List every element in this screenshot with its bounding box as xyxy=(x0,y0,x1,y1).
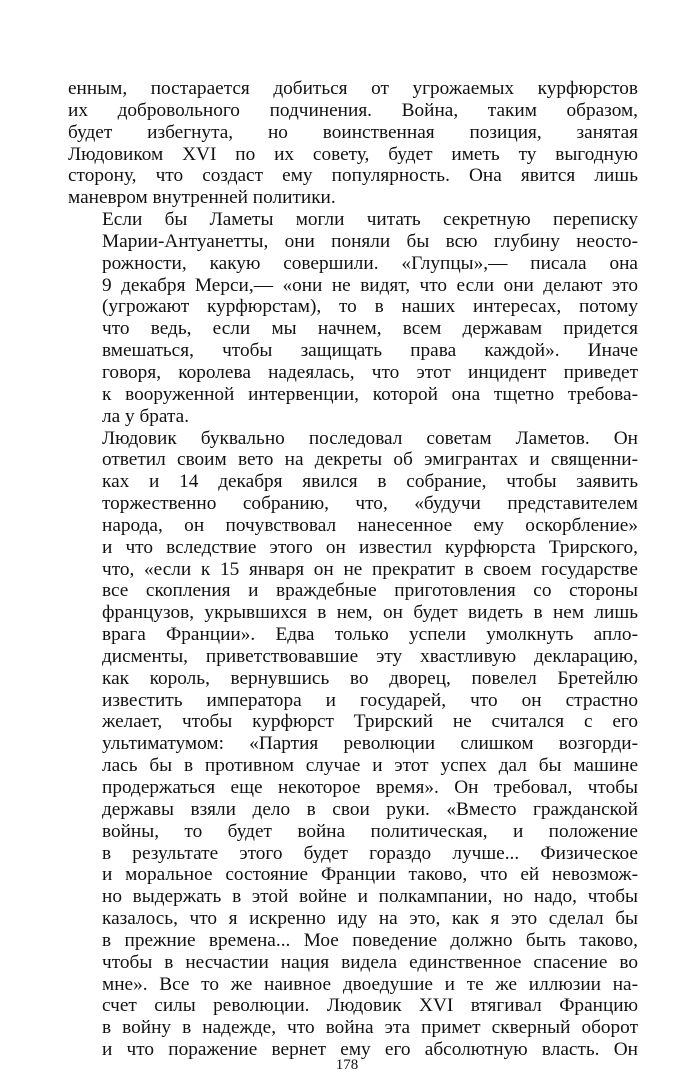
text-line: (угрожают курфюрстам), то в наших интересах, потому xyxy=(102,296,638,318)
text-line: рожности, какую совершили. «Глупцы»,— писала она xyxy=(102,252,638,274)
text-line: в результате этого будет гораздо лучше... Физическое xyxy=(102,842,638,864)
text-line: в прежние времена... Мое поведение должно быть таково, xyxy=(102,929,638,951)
text-line: все скопления и враждебные приготовления со стороны xyxy=(102,580,638,602)
text-line: и что поражение вернет ему его абсолютную власть. Он xyxy=(102,1039,638,1061)
text-line: Людовик буквально последовал советам Ламетов. Он xyxy=(102,427,638,449)
text-line: державы взяли дело в свои руки. «Вместо гражданской xyxy=(102,798,638,820)
text-line: и моральное состояние Франции таково, что ей невозмож- xyxy=(102,864,638,886)
text-line: счет силы революции. Людовик XVI втягивал Францию xyxy=(102,995,638,1017)
text-line: чтобы в несчастии нация видела единственное спасение во xyxy=(102,951,638,973)
text-line: к вооруженной интервенции, которой она тщетно требова- xyxy=(102,383,638,405)
text-line: говоря, королева надеялась, что этот инцидент приведет xyxy=(102,361,638,383)
text-line: известить императора и государей, что он страстно xyxy=(102,689,638,711)
text-line: народа, он почувствовал нанесенное ему оскорбление» xyxy=(102,514,638,536)
page-body xyxy=(68,78,638,1061)
text-line: ла у брата. xyxy=(102,405,190,427)
text-line: енным, постарается добиться от угрожаемых курфюрстов xyxy=(68,78,638,99)
text-line: торжественно собранию, что, «будучи представителем xyxy=(102,493,638,515)
text-line: мне». Все то же наивное двоедушие и те же иллюзии на- xyxy=(102,973,638,995)
text-line: Если бы Ламеты могли читать секретную переписку xyxy=(102,209,638,231)
text-line: сторону, что создаст ему популярность. Она явится лишь xyxy=(68,165,638,187)
text-line: дисменты, приветствовавшие эту хвастливую декларацию, xyxy=(102,645,638,667)
text-line: войны, то будет война политическая, и положение xyxy=(102,820,638,842)
text-line: в войну в надежде, что война эта примет скверный оборот xyxy=(102,1017,638,1039)
text-line: ках и 14 декабря явился в собрание, чтобы заявить xyxy=(102,471,638,493)
text-line: маневром внутренней политики. xyxy=(68,187,336,209)
text-line: их добровольного подчинения. Война, таким образом, xyxy=(68,99,638,121)
text-line: продержаться еще некоторое время». Он требовал, чтобы xyxy=(102,777,638,798)
text-line: что, «если к 15 января он не прекратит в своем государстве xyxy=(102,558,638,580)
text-line: французов, укрывшихся в нем, он будет видеть в нем лишь xyxy=(102,602,638,624)
text-line: что ведь, если мы начнем, всем державам придется xyxy=(102,318,638,340)
text-line: Людовиком XVI по их совету, будет иметь ту выгодную xyxy=(68,143,638,165)
text-line: врага Франции». Едва только успели умолкнуть апло- xyxy=(102,624,638,646)
text-line: ультиматумом: «Партия революции слишком возгорди- xyxy=(102,733,638,755)
text-line: но выдержать в этой войне и полкампании, но надо, чтобы xyxy=(102,886,638,908)
paragraph xyxy=(68,428,638,1061)
paragraph xyxy=(68,209,638,427)
text-line: 9 декабря Мерси,— «они не видят, что если они делают это xyxy=(102,274,638,296)
text-line: будет избегнута, но воинственная позиция, занятая xyxy=(68,121,638,143)
text-line: казалось, что я искренно иду на это, как я это сделал бы xyxy=(102,908,638,930)
text-line: вмешаться, чтобы защищать права каждой». Иначе xyxy=(102,340,638,362)
text-line: лась бы в противном случае и этот успех дал бы машине xyxy=(102,755,638,777)
paragraph xyxy=(68,78,638,209)
text-line: и что вследствие этого он известил курфюрста Трирского, xyxy=(102,536,638,558)
text-line: ответил своим вето на декреты об эмигрантах и священни- xyxy=(102,449,638,471)
text-line: как король, вернувшись во дворец, повелел Бретейлю xyxy=(102,667,638,689)
text-line: желает, чтобы курфюрст Трирский не считался с его xyxy=(102,711,638,733)
text-line: Марии-Антуанетты, они поняли бы всю глубину неосто- xyxy=(102,230,638,252)
page-number: 178 xyxy=(335,1057,359,1073)
